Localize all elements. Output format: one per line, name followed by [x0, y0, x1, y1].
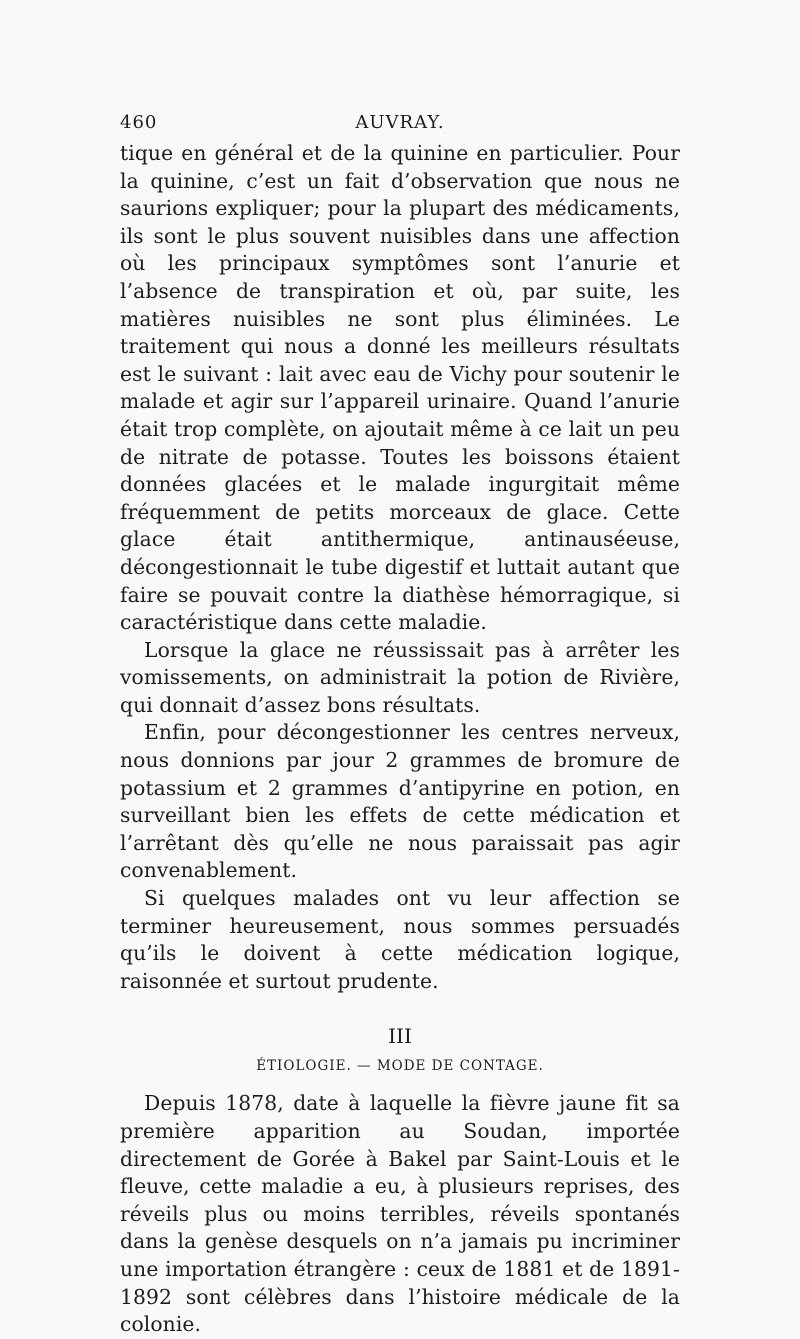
section-title: ÉTIOLOGIE. — MODE DE CONTAGE.: [256, 1058, 544, 1075]
paragraph-etiology: Depuis 1878, date à laquelle la fièvre jaune fit sa première apparition au Soudan, importée directement de Gorée à Bakel par Saint-Louis et le fleuve, cette maladie a eu, à plusieurs reprises, des réveils plus ou moins terribles, réveils spontanés dans la genèse desquels on n’a jamais pu incriminer une importation étrangère : ceux de 1881 et de 1891-1892 sont célèbres dans l’histoire médicale de la colonie.: [120, 1091, 680, 1337]
running-head: [120, 112, 680, 138]
paragraph-conclusion: Si quelques malades ont vu leur affection se terminer heureusement, nous sommes persuadés qu’ils le doivent à cette médication logique, raisonnée et surtout prudente.: [120, 886, 680, 993]
paragraph-nerve-centers: Enfin, pour décongestionner les centres nerveux, nous donnions par jour 2 grammes de bromure de potassium et 2 grammes d’antipyrine en potion, en surveillant bien les effets de cette médication et l’arrêtant dès qu’elle ne nous paraissait pas agir convenablement.: [120, 720, 680, 883]
paragraph-vomiting: Lorsque la glace ne réussissait pas à arrêter les vomissements, on administrait la potion de Rivière, qui donnait d’assez bons résultats.: [120, 637, 680, 717]
book-page: [120, 112, 680, 1339]
paragraph-treatment: tique en général et de la quinine en particulier. Pour la quinine, c’est un fait d’observation que nous ne saurions expliquer; pour la plupart des médicaments, ils sont le plus souvent nuisibles dans une affection où les principaux symptômes sont l’anurie et l’absence de transpiration et où, par suite, les matières nuisibles ne sont plus éliminées. Le traitement qui nous a donné les meilleurs résultats est le suivant : lait avec eau de Vichy pour soutenir le malade et agir sur l’appareil urinaire. Quand l’anurie était trop complète, on ajoutait même à ce lait un peu de nitrate de potasse. Toutes les boissons étaient données glacées et le malade ingurgitait même fréquemment de petits morceaux de glace. Cette glace était antithermique, antinauséeuse, décongestionnait le tube digestif et luttait autant que faire se pouvait contre la diathèse hémorragique, si caractéristique dans cette maladie.: [120, 141, 680, 635]
section-number: III: [388, 1024, 412, 1049]
running-title: AUVRAY.: [355, 112, 445, 133]
page-number: 460: [120, 112, 158, 133]
